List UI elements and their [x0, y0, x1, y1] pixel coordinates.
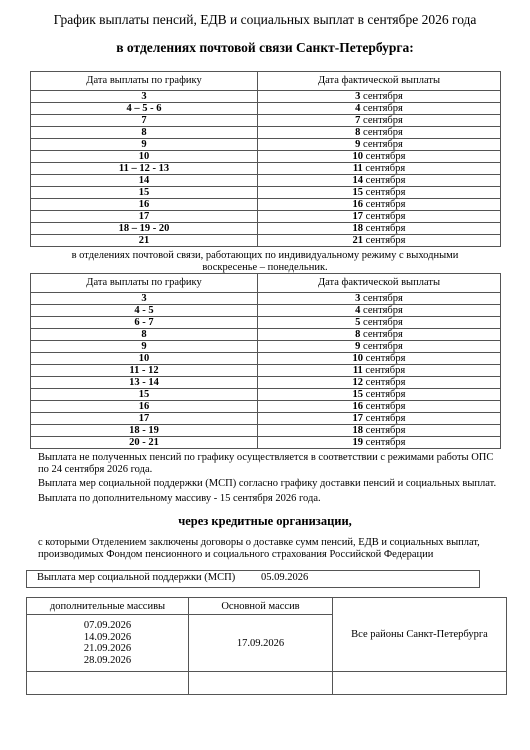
empty-cell [333, 672, 507, 695]
actual-day-number: 18 [352, 223, 364, 234]
actual-date-cell [258, 329, 501, 341]
additional-date: 07.09.2026 [83, 620, 132, 631]
actual-day-number: 9 [355, 341, 361, 352]
actual-date-cell [258, 127, 501, 139]
unpaid-pensions-paragraph [38, 452, 508, 476]
actual-day-number: 10 [352, 353, 364, 364]
msp-label: Выплата мер социальной поддержки (МСП) [37, 572, 236, 583]
scheduled-date-cell: 17 [31, 211, 258, 223]
header-main-array: Основной массив [189, 598, 333, 615]
actual-date-cell [258, 389, 501, 401]
table-row [31, 365, 501, 377]
scheduled-date-cell: 8 [31, 127, 258, 139]
header-actual-date: Дата фактической выплаты [258, 72, 501, 91]
actual-month: сентября [365, 401, 406, 412]
actual-date-cell [258, 163, 501, 175]
main-date-cell: 17.09.2026 [189, 615, 333, 672]
additional-dates-cell [27, 615, 189, 672]
actual-month: сентября [365, 235, 406, 246]
additional-date: 14.09.2026 [83, 631, 132, 643]
actual-month: сентября [365, 163, 406, 174]
actual-date-cell [258, 413, 501, 425]
header-additional-arrays: дополнительные массивы [27, 598, 189, 615]
individual-mode-note [0, 250, 530, 274]
actual-day-number: 11 [352, 163, 363, 174]
actual-date-cell [258, 341, 501, 353]
table-row [31, 437, 501, 449]
actual-month: сентября [365, 413, 406, 424]
actual-month: сентября [365, 377, 406, 388]
actual-day-number: 15 [352, 187, 364, 198]
table-row [31, 353, 501, 365]
actual-date-cell [258, 187, 501, 199]
actual-day-number: 19 [352, 437, 364, 448]
unpaid-line-2: по 24 сентября 2026 года. [38, 464, 153, 475]
table-header-row [31, 72, 501, 91]
scheduled-date-cell: 9 [31, 139, 258, 151]
scheduled-date-cell: 17 [31, 413, 258, 425]
scheduled-date-cell: 13 - 14 [31, 377, 258, 389]
actual-month: сентября [363, 115, 403, 126]
actual-month: сентября [365, 211, 406, 222]
header-scheduled-date: Дата выплаты по графику [31, 72, 258, 91]
table-row [31, 377, 501, 389]
additional-date: 21.09.2026 [83, 643, 132, 654]
msp-schedule-paragraph: Выплата мер социальной поддержки (МСП) согласно графику доставки пенсий и социальных выплат. [38, 478, 497, 489]
actual-month: сентября [363, 91, 403, 102]
scheduled-date-cell: 14 [31, 175, 258, 187]
table-row [31, 413, 501, 425]
table-row [31, 199, 501, 211]
msp-date: 05.09.2026 [261, 572, 309, 583]
actual-month: сентября [365, 151, 406, 162]
post-offices-subtitle: в отделениях почтовой связи Санкт-Петербурга: [116, 40, 414, 55]
schedule-table-main [30, 71, 501, 247]
document-title: График выплаты пенсий, ЕДВ и социальных выплат в сентябре 2026 года [53, 12, 477, 27]
actual-day-number: 18 [352, 425, 364, 436]
scheduled-date-cell: 4 – 5 - 6 [31, 103, 258, 115]
scheduled-date-cell: 10 [31, 353, 258, 365]
actual-month: сентября [365, 223, 406, 234]
table-header-row [31, 274, 501, 293]
scheduled-date-cell: 10 [31, 151, 258, 163]
actual-date-cell [258, 293, 501, 305]
actual-day-number: 3 [355, 293, 361, 304]
table-row [31, 175, 501, 187]
table-row [31, 341, 501, 353]
actual-date-cell [258, 211, 501, 223]
scheduled-date-cell: 8 [31, 329, 258, 341]
actual-month: сентября [363, 341, 403, 352]
actual-day-number: 17 [352, 211, 364, 222]
actual-date-cell [258, 103, 501, 115]
actual-day-number: 12 [352, 377, 364, 388]
header-scheduled-date: Дата выплаты по графику [31, 274, 258, 293]
actual-date-cell [258, 175, 501, 187]
empty-cell [189, 672, 333, 695]
actual-day-number: 3 [355, 91, 361, 102]
actual-month: сентября [365, 187, 406, 198]
table-row [31, 235, 501, 247]
table-row [31, 127, 501, 139]
table-row [31, 425, 501, 437]
schedule-table-individual [30, 273, 501, 449]
table-row [31, 401, 501, 413]
actual-day-number: 16 [352, 199, 364, 210]
actual-date-cell [258, 377, 501, 389]
note-line-1: в отделениях почтовой связи, работающих по индивидуальному режиму с выходными [71, 250, 459, 261]
actual-date-cell [258, 91, 501, 103]
actual-day-number: 8 [355, 127, 361, 138]
actual-month: сентября [365, 425, 406, 436]
actual-day-number: 4 [355, 103, 361, 114]
table-row [31, 223, 501, 235]
table-row [31, 329, 501, 341]
actual-date-cell [258, 235, 501, 247]
actual-day-number: 11 [352, 365, 363, 376]
actual-day-number: 8 [355, 329, 361, 340]
actual-date-cell [258, 317, 501, 329]
scheduled-date-cell: 4 - 5 [31, 305, 258, 317]
actual-date-cell [258, 151, 501, 163]
actual-month: сентября [365, 175, 406, 186]
actual-month: сентября [363, 329, 403, 340]
actual-date-cell [258, 199, 501, 211]
actual-day-number: 14 [352, 175, 364, 186]
actual-date-cell [258, 353, 501, 365]
actual-date-cell [258, 139, 501, 151]
actual-day-number: 21 [352, 235, 364, 246]
actual-month: сентября [363, 293, 403, 304]
actual-month: сентября [365, 437, 406, 448]
table-row [31, 211, 501, 223]
actual-day-number: 9 [355, 139, 361, 150]
scheduled-date-cell: 15 [31, 187, 258, 199]
actual-month: сентября [365, 365, 406, 376]
msp-payment-box [26, 570, 480, 588]
actual-month: сентября [365, 389, 406, 400]
actual-month: сентября [363, 103, 403, 114]
table-row [31, 139, 501, 151]
credit-schedule-table [26, 597, 507, 695]
scheduled-date-cell: 7 [31, 115, 258, 127]
actual-date-cell [258, 115, 501, 127]
scheduled-date-cell: 9 [31, 341, 258, 353]
scheduled-date-cell: 21 [31, 235, 258, 247]
additional-date: 28.09.2026 [83, 654, 132, 666]
actual-month: сентября [363, 127, 403, 138]
actual-day-number: 4 [355, 305, 361, 316]
scheduled-date-cell: 16 [31, 401, 258, 413]
actual-month: сентября [365, 199, 406, 210]
actual-month: сентября [363, 317, 403, 328]
scheduled-date-cell: 11 – 12 - 13 [31, 163, 258, 175]
scheduled-date-cell: 11 - 12 [31, 365, 258, 377]
credit-line-1: с которыми Отделением заключены договоры о доставке сумм пенсий, ЕДВ и социальных выплат, [38, 537, 480, 548]
header-actual-date: Дата фактической выплаты [258, 274, 501, 293]
table-row [31, 389, 501, 401]
actual-date-cell [258, 305, 501, 317]
table-row [31, 187, 501, 199]
scheduled-date-cell: 15 [31, 389, 258, 401]
table-row [31, 103, 501, 115]
actual-date-cell [258, 425, 501, 437]
scheduled-date-cell: 16 [31, 199, 258, 211]
table-row [31, 163, 501, 175]
table-row [31, 91, 501, 103]
scheduled-date-cell: 6 - 7 [31, 317, 258, 329]
actual-date-cell [258, 365, 501, 377]
actual-day-number: 17 [352, 413, 364, 424]
scheduled-date-cell: 3 [31, 293, 258, 305]
unpaid-line-1: Выплата не полученных пенсий по графику осуществляется в соответствии с режимами работы ОПС [38, 452, 494, 463]
credit-organizations-heading: через кредитные организации, [178, 514, 352, 528]
actual-month: сентября [365, 353, 406, 364]
regions-cell: Все районы Санкт-Петербурга [333, 598, 507, 672]
actual-month: сентября [363, 305, 403, 316]
actual-day-number: 5 [355, 317, 361, 328]
credit-description [38, 537, 513, 561]
scheduled-date-cell: 18 - 19 [31, 425, 258, 437]
actual-day-number: 10 [352, 151, 364, 162]
note-line-2: воскресенье – понедельник. [202, 262, 328, 273]
actual-date-cell [258, 223, 501, 235]
credit-line-2: производимых Фондом пенсионного и социального страхования Российской Федерации [38, 549, 434, 560]
actual-day-number: 16 [352, 401, 364, 412]
empty-cell [27, 672, 189, 695]
additional-array-paragraph: Выплата по дополнительному массиву - 15 сентября 2026 года. [38, 493, 321, 504]
table-row [31, 317, 501, 329]
table-row [31, 115, 501, 127]
actual-month: сентября [363, 139, 403, 150]
actual-date-cell [258, 437, 501, 449]
scheduled-date-cell: 20 - 21 [31, 437, 258, 449]
scheduled-date-cell: 18 – 19 - 20 [31, 223, 258, 235]
actual-day-number: 15 [352, 389, 364, 400]
table-row [31, 151, 501, 163]
scheduled-date-cell: 3 [31, 91, 258, 103]
actual-day-number: 7 [355, 115, 361, 126]
table-row [31, 293, 501, 305]
table-row [31, 305, 501, 317]
actual-date-cell [258, 401, 501, 413]
